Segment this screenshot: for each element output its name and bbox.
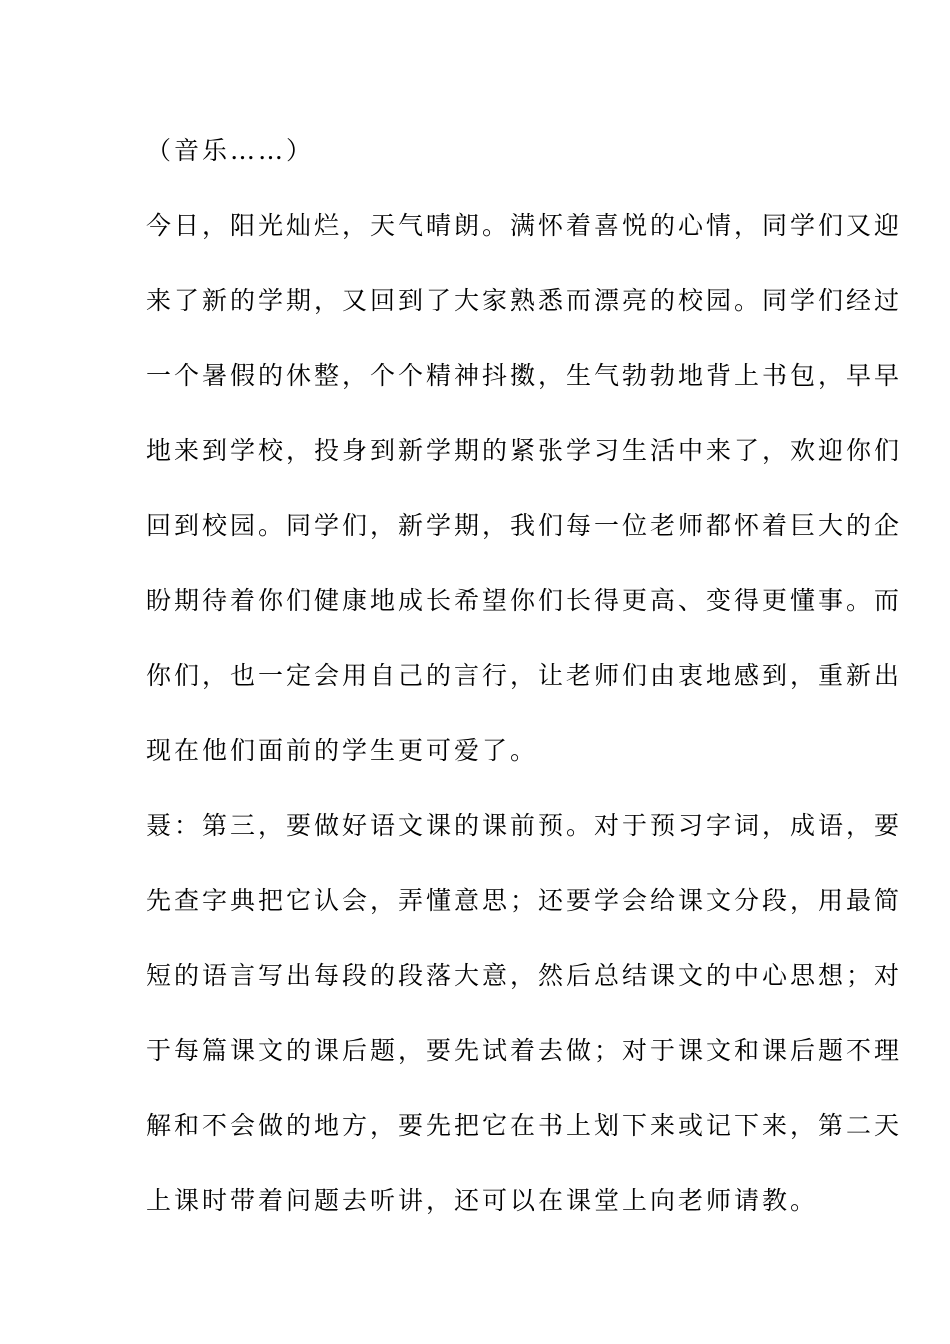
text-line: 回到校园。同学们，新学期，我们每一位老师都怀着巨大的企 <box>146 511 903 540</box>
text-line-music-note: （音乐……） <box>146 136 315 165</box>
text-line: 现在他们面前的学生更可爱了。 <box>146 736 539 765</box>
text-line: 上课时带着问题去听讲，还可以在课堂上向老师请教。 <box>146 1186 819 1215</box>
text-line: 短的语言写出每段的段落大意，然后总结课文的中心思想；对 <box>146 961 903 990</box>
text-line: 盼期待着你们健康地成长希望你们长得更高、变得更懂事。而 <box>146 586 903 615</box>
text-line: 一个暑假的休整，个个精神抖擞，生气勃勃地背上书包，早早 <box>146 361 903 390</box>
text-line: 解和不会做的地方，要先把它在书上划下来或记下来，第二天 <box>146 1111 903 1140</box>
text-line: 你们，也一定会用自己的言行，让老师们由衷地感到，重新出 <box>146 661 903 690</box>
text-line: 来了新的学期，又回到了大家熟悉而漂亮的校园。同学们经过 <box>146 286 903 315</box>
text-line: 地来到学校，投身到新学期的紧张学习生活中来了，欢迎你们 <box>146 436 903 465</box>
text-line: 聂：第三，要做好语文课的课前预。对于预习字词，成语，要 <box>146 811 903 840</box>
text-line: 今日，阳光灿烂，天气晴朗。满怀着喜悦的心情，同学们又迎 <box>146 211 903 240</box>
text-line: 先查字典把它认会，弄懂意思；还要学会给课文分段，用最简 <box>146 886 903 915</box>
text-line: 于每篇课文的课后题，要先试着去做；对于课文和课后题不理 <box>146 1036 903 1065</box>
